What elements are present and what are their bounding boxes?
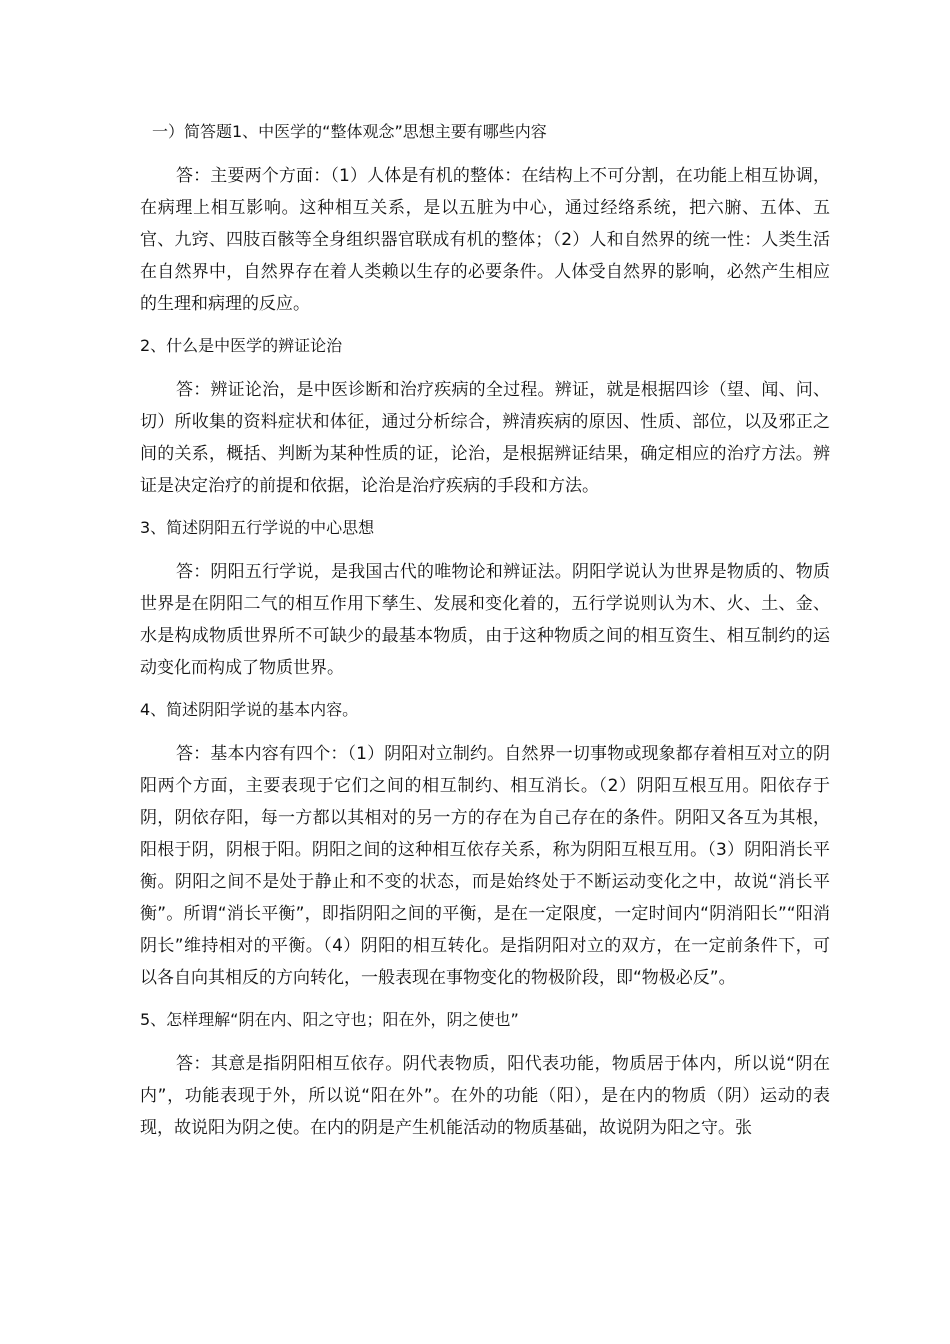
answer-3-paragraph: 答：阴阳五行学说，是我国古代的唯物论和辨证法。阴阳学说认为世界是物质的、物质世界是在阴阳二气的相互作用下孳生、发展和变化着的，五行学说则认为木、火、土、金、水是构成物质世界所不可缺少的最基本物质，由于这种物质之间的相互资生、相互制约的运动变化而构成了物质世界。 <box>140 562 830 678</box>
answer-1-paragraph: 答：主要两个方面：（1）人体是有机的整体：在结构上不可分割，在功能上相互协调，在病理上相互影响。这种相互关系，是以五脏为中心，通过经络系统，把六腑、五体、五官、九窍、四肢百骸等全身组织器官联成有机的整体；（2）人和自然界的统一性：人类生活在自然界中，自然界存在着人类赖以生存的必要条件。人体受自然界的影响，必然产生相应的生理和病理的反应。 <box>140 166 830 314</box>
answer-4-paragraph: 答：基本内容有四个：（1）阴阳对立制约。自然界一切事物或现象都存着相互对立的阴阳两个方面，主要表现于它们之间的相互制约、相互消长。（2）阴阳互根互用。阳依存于阴，阴依存阳，每一方都以其相对的另一方的存在为自己存在的条件。阴阳又各互为其根，阳根于阴，阴根于阳。阴阳之间的这种相互依存关系，称为阴阳互根互用。（3）阴阳消长平衡。阴阳之间不是处于静止和不变的状态，而是始终处于不断运动变化之中，故说“消长平衡”。所谓“消长平衡”，即指阴阳之间的平衡，是在一定限度，一定时间内“阴消阳长”“阳消阴长”维持相对的平衡。（4）阴阳的相互转化。是指阴阳对立的双方，在一定前条件下，可以各自向其相反的方向转化，一般表现在事物变化的物极阶段，即“物极必反”。 <box>140 744 830 988</box>
question-5-heading: 5、怎样理解“阴在内、阳之守也；阳在外，阴之使也” <box>140 1010 519 1029</box>
question-3-heading: 3、简述阴阳五行学说的中心思想 <box>140 518 375 537</box>
question-1-heading: 一）简答题1、中医学的“整体观念”思想主要有哪些内容 <box>152 122 547 141</box>
answer-2-paragraph: 答：辨证论治，是中医诊断和治疗疾病的全过程。辨证，就是根据四诊（望、闻、问、切）所收集的资料症状和体征，通过分析综合，辨清疾病的原因、性质、部位，以及邪正之间的关系，概括、判断为某种性质的证，论治，是根据辨证结果，确定相应的治疗方法。辨证是决定治疗的前提和依据，论治是治疗疾病的手段和方法。 <box>140 380 830 496</box>
question-2-heading: 2、什么是中医学的辨证论治 <box>140 336 343 355</box>
answer-5-paragraph: 答：其意是指阴阳相互依存。阴代表物质，阳代表功能，物质居于体内，所以说“阴在内”，功能表现于外，所以说“阳在外”。在外的功能（阳），是在内的物质（阴）运动的表现，故说阳为阴之使。在内的阴是产生机能活动的物质基础，故说阴为阳之守。张 <box>140 1054 830 1138</box>
question-4-heading: 4、简述阴阳学说的基本内容。 <box>140 700 359 719</box>
document-body <box>140 118 830 1156</box>
